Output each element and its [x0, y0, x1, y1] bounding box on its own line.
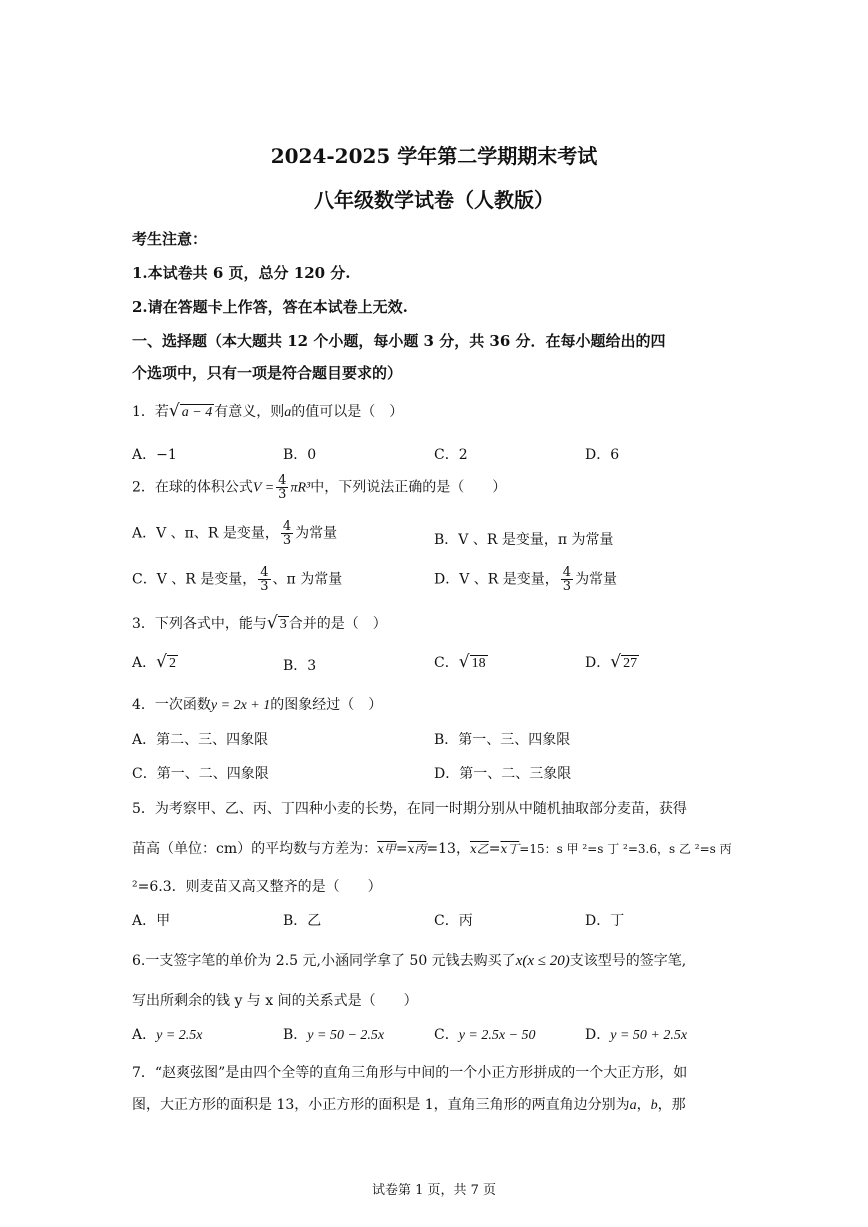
q3-option-c-rad: 18 — [471, 656, 486, 671]
q3-option-d-label: D． — [585, 655, 611, 671]
q2-frac-den: 3 — [278, 487, 287, 502]
q2-formula-rhs: πR³ — [290, 480, 311, 496]
page-footer: 试卷第 1 页，共 7 页 — [371, 1183, 497, 1198]
q2-a-den: 3 — [282, 533, 292, 548]
q5-line2-pre: 苗高（单位：cm）的平均数与方差为： — [132, 841, 378, 857]
question-2 — [132, 474, 506, 501]
q4-formula: y = 2x + 1 — [210, 698, 271, 713]
q6-option-b-label: B． — [283, 1027, 308, 1043]
q6-option-c-expr: y = 2.5x − 50 — [458, 1028, 536, 1043]
q6-line1-pre: 6.一支签字笔的单价为 2.5 元,小涵同学拿了 50 元钱去购买了 — [132, 953, 516, 969]
q7-line2-pre: 图，大正方形的面积是 13，小正方形的面积是 1，直角三角形的两直角边分别为 — [132, 1097, 630, 1113]
q2-option-c-fraction — [258, 566, 270, 593]
q6-option-d-expr: y = 50 + 2.5x — [610, 1028, 688, 1043]
q2-frac-num: 4 — [278, 473, 287, 488]
q3-option-a[interactable] — [132, 652, 178, 672]
q1-prefix: 1．若 — [132, 404, 169, 420]
question-5-line1: 5．为考察甲、乙、丙、丁四种小麦的长势，在同一时期分别从中随机抽取部分麦苗，获得 — [132, 801, 687, 817]
q1-suffix: 有意义，则 — [214, 404, 285, 420]
q2-option-a[interactable] — [132, 520, 337, 547]
q6-option-a-label: A． — [132, 1027, 157, 1043]
section-heading-line2: 个选项中，只有一项是符合题目要求的） — [132, 364, 403, 382]
q4-suffix: 的图象经过（ ） — [270, 697, 383, 713]
q3-option-a-sqrt: √ 2 — [156, 652, 176, 672]
notice-item-2: 2.请在答题卡上作答，答在本试卷上无效. — [132, 298, 408, 316]
q3-option-d[interactable] — [585, 652, 639, 672]
q6-line1-math: x(x ≤ 20) — [515, 953, 570, 969]
notice-heading: 考生注意： — [132, 230, 208, 248]
q3-sqrt: √ 3 — [266, 613, 287, 633]
q3-option-d-rad: 27 — [623, 656, 638, 671]
q7-sep: ， — [636, 1097, 651, 1113]
q4-option-a[interactable]: A．第二、三、四象限 — [132, 732, 269, 748]
q5-option-d[interactable]: D．丁 — [585, 913, 625, 929]
q4-option-d[interactable]: D．第一、二、三象限 — [434, 766, 572, 782]
q3-radicand: 3 — [279, 617, 287, 632]
q2-fraction — [276, 474, 288, 501]
q4-prefix: 4．一次函数 — [132, 697, 211, 713]
q3-option-c-label: C． — [434, 655, 459, 671]
q3-option-a-rad: 2 — [168, 656, 176, 671]
section-heading-line1: 一、选择题（本大题共 12 个小题，每小题 3 分，共 36 分．在每小题给出的四 — [132, 332, 666, 350]
q2-d-den: 3 — [562, 579, 572, 594]
notice-item-1: 1.本试卷共 6 页，总分 120 分. — [132, 264, 351, 282]
q5-option-c[interactable]: C．丙 — [434, 913, 473, 929]
q6-option-c-label: C． — [434, 1027, 459, 1043]
q6-option-b-expr: y = 50 − 2.5x — [307, 1028, 385, 1043]
q2-option-c-tail: 、π 为常量 — [272, 571, 343, 588]
q7-line2-post: ，那 — [657, 1097, 686, 1113]
q5-mean-jia: x甲 — [377, 842, 396, 856]
q5-mean-bing: x丙 — [407, 842, 427, 856]
q2-option-a-fraction — [281, 520, 293, 547]
q2-option-c[interactable] — [132, 566, 342, 593]
question-7-line2 — [132, 1094, 686, 1114]
q2-option-d-text: D．V 、R 是变量， — [434, 571, 559, 588]
q5-eq2: =15：s 甲 ²=s 丁 ²=3.6，s 乙 ²=s 丙 — [519, 842, 732, 856]
q2-option-c-text: C．V 、R 是变量， — [132, 571, 257, 588]
q1-tail: 的值可以是（ ） — [291, 404, 404, 420]
q6-option-d-label: D． — [585, 1027, 611, 1043]
q2-option-a-tail: 为常量 — [295, 525, 338, 542]
q2-formula-lhs: V = — [252, 480, 275, 496]
q5-option-a[interactable]: A．甲 — [132, 913, 171, 929]
question-6-line1 — [132, 950, 686, 970]
q4-option-c[interactable]: C．第一、二、四象限 — [132, 766, 269, 782]
q2-suffix: 中，下列说法正确的是（ ） — [310, 479, 507, 496]
q5-mean-ding: x丁 — [500, 842, 520, 856]
q2-c-num: 4 — [260, 565, 269, 580]
q7-var-b: b — [650, 1098, 658, 1113]
q3-option-a-label: A． — [132, 655, 157, 671]
q2-option-b[interactable]: B．V 、R 是变量，π 为常量 — [434, 532, 614, 548]
q3-suffix: 合并的是（ ） — [288, 616, 387, 632]
q1-option-a[interactable]: A．−1 — [132, 447, 177, 463]
exam-title: 2024-2025 学年第二学期期末考试 — [270, 144, 598, 168]
q6-option-d[interactable] — [585, 1024, 687, 1044]
q6-option-c[interactable] — [434, 1024, 536, 1044]
q3-prefix: 3．下列各式中，能与 — [132, 616, 267, 632]
q2-option-d-tail: 为常量 — [575, 571, 618, 588]
q6-option-a-expr: y = 2.5x — [156, 1028, 203, 1043]
q2-prefix: 2．在球的体积公式 — [132, 479, 253, 496]
q1-option-b[interactable]: B．0 — [283, 447, 317, 463]
q3-option-d-sqrt: √ 27 — [610, 652, 638, 672]
q2-a-num: 4 — [282, 519, 292, 534]
q2-d-num: 4 — [562, 565, 572, 580]
q5-eq1: =13， — [426, 841, 470, 857]
question-1 — [132, 401, 403, 421]
question-5-line2: 苗高（单位：cm）的平均数与方差为：x甲=x丙=13，x乙=x丁=15：s 甲 ²=s 丁 ²=3.6，s 乙 ²=s 丙 — [132, 841, 732, 857]
q1-var: a — [284, 405, 292, 420]
q2-option-a-text: A．V 、π、R 是变量， — [132, 525, 279, 542]
q4-option-b[interactable]: B．第一、三、四象限 — [434, 732, 571, 748]
q2-option-d[interactable] — [434, 566, 617, 593]
q5-option-b[interactable]: B．乙 — [283, 913, 322, 929]
q2-option-d-fraction — [561, 566, 573, 593]
question-6-line2: 写出所剩余的钱 y 与 x 间的关系式是（ ） — [132, 993, 418, 1009]
q3-option-c[interactable] — [434, 652, 488, 672]
q5-mean-yi: x乙 — [469, 842, 489, 856]
q1-sqrt: √ a − 4 — [168, 401, 213, 421]
q3-option-c-sqrt: √ 18 — [458, 652, 486, 672]
q7-var-a: a — [629, 1098, 637, 1113]
q3-option-b[interactable]: B．3 — [283, 658, 317, 674]
q1-radicand: a − 4 — [181, 405, 213, 420]
q1-option-d[interactable]: D．6 — [585, 447, 620, 463]
question-7-line1: 7．“赵爽弦图”是由四个全等的直角三角形与中间的一个小正方形拼成的一个大正方形，如 — [132, 1065, 688, 1081]
question-5-line3: ²=6.3．则麦苗又高又整齐的是（ ） — [132, 879, 382, 895]
q6-line1-post: 支该型号的签字笔, — [569, 953, 687, 969]
question-4 — [132, 694, 382, 714]
q6-option-b[interactable] — [283, 1024, 384, 1044]
question-3 — [132, 613, 387, 633]
exam-subtitle: 八年级数学试卷（人教版） — [314, 188, 554, 212]
q1-option-c[interactable]: C．2 — [434, 447, 468, 463]
q6-option-a[interactable] — [132, 1024, 203, 1044]
q2-c-den: 3 — [260, 579, 269, 594]
